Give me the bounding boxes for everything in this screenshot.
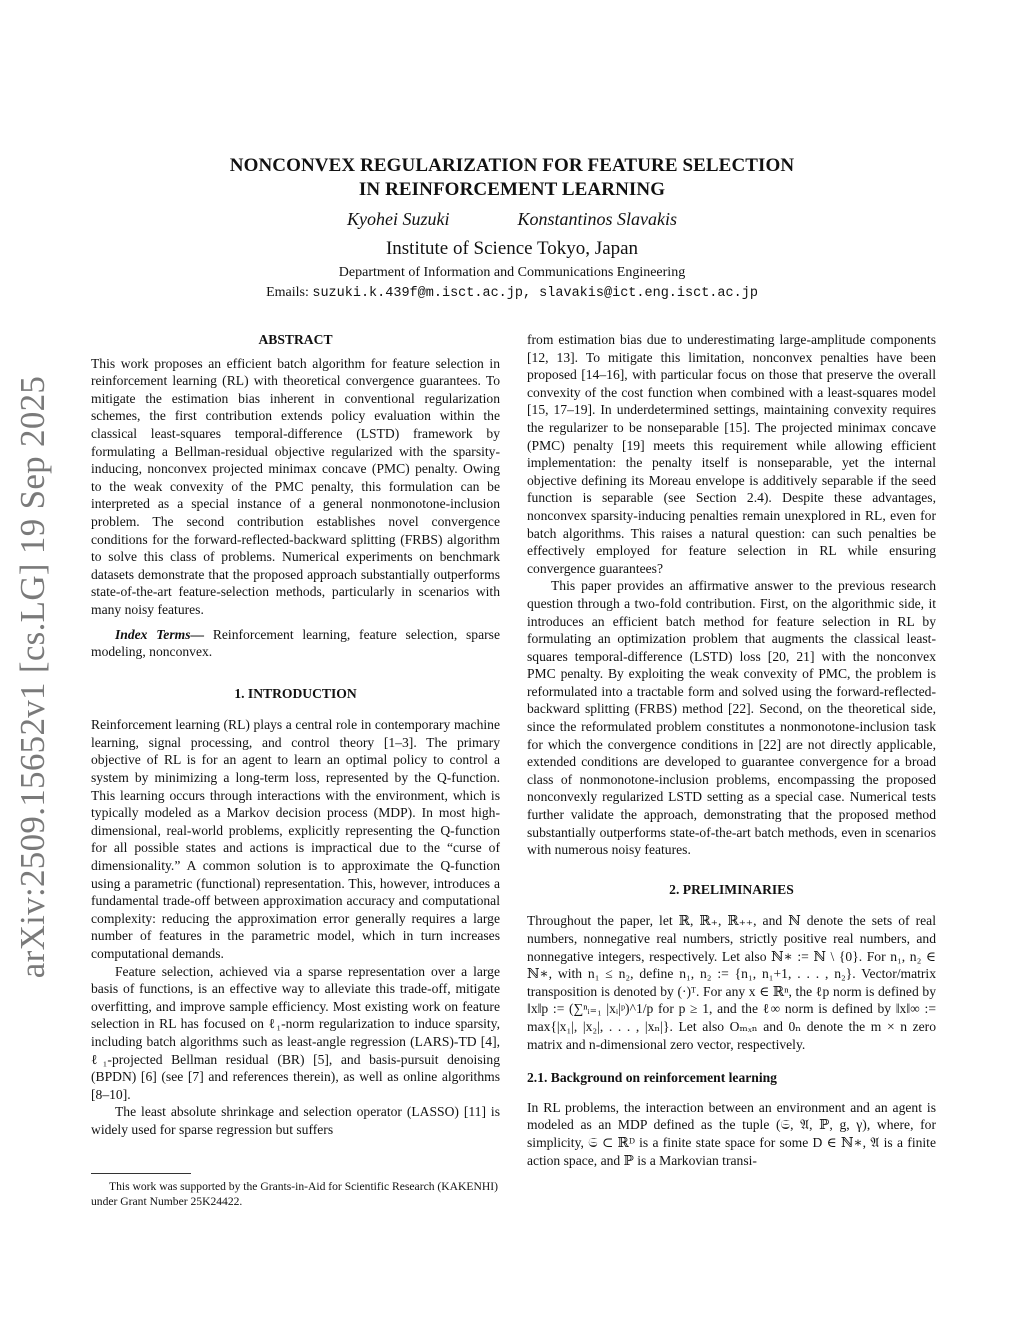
author-list: [150, 209, 874, 230]
index-terms-text: Reinforcement learning, feature selection, sparse modeling, nonconvex.: [91, 626, 500, 660]
paper-title: [150, 154, 874, 202]
emails-prefix: Emails:: [266, 285, 313, 300]
section-2-heading: 2. PRELIMINARIES: [669, 881, 794, 897]
intro-paragraph-3: The least absolute shrinkage and selection operator (LASSO) [11] is widely used for sparse regression but suffers: [91, 1104, 500, 1137]
email-addresses: suzuki.k.439f@m.isct.ac.jp, slavakis@ict.eng.isct.ac.jp: [312, 286, 758, 301]
intro-paragraph-4: from estimation bias due to underestimating large-amplitude components [12, 13]. To mitigate this limitation, nonconvex penalties have been proposed [14–16], with particular focus on those that preserve the overall convexity of the cost function when combined with a least-squares model [15, 17–19]. In underdetermined settings, maintaining convexity requires the regularizer to be nonseparable [15]. The projected minimax concave (PMC) penalty [19] meets this requirement while allowing efficient implementation: the penalty itself is nonseparable, yet the internal objective defining its Moreau envelope is additively separable if the seed function is separable (see Section 2.4). Despite these advantages, nonconvex sparsity-inducing penalties remain unexplored in RL, even for batch algorithms. This raises a natural question: can such penalties be effectively employed for feature selection in RL while ensuring convergence guarantees?: [527, 332, 936, 576]
index-terms-label: Index Terms—: [115, 626, 205, 642]
author-name: Konstantinos Slavakis: [517, 209, 677, 229]
arxiv-identifier-stamp: [8, 372, 58, 982]
author-name: Kyohei Suzuki: [347, 209, 450, 229]
author-emails: [150, 285, 874, 301]
section-1-heading: 1. INTRODUCTION: [234, 685, 357, 701]
abstract-body: This work proposes an efficient batch algorithm for feature selection in reinforcement learning (RL) with theoretical convergence guarantees. To mitigate the estimation bias inherent in conventional regularization schemes, the first contribution extends policy evaluation within the classical least-squares temporal-difference (LSTD) framework by formulating a Bellman-residual objective regularized with the sparsity-inducing, nonconvex projected minimax concave (PMC) penalty. Owing to the weak convexity of the PMC penalty, this formulation can be interpreted as a special instance of a general nonmonotone-inclusion problem. The second contribution establishes novel convergence conditions for the forward-reflected-backward splitting (FRBS) algorithm to solve this class of problems. Numerical experiments on benchmark datasets demonstrate that the proposed approach substantially outperforms state-of-the-art feature-selection methods, particularly in scenarios with many noisy features.: [91, 355, 500, 617]
title-line-1: NONCONVEX REGULARIZATION FOR FEATURE SELECTION: [229, 155, 795, 176]
title-line-2: IN REINFORCEMENT LEARNING: [358, 179, 666, 200]
abstract-heading: ABSTRACT: [258, 332, 333, 347]
affiliation-institute: Institute of Science Tokyo, Japan: [385, 238, 639, 259]
left-column: [91, 331, 500, 1139]
arxiv-identifier-text: arXiv:2509.15652v1 [cs.LG] 19 Sep 2025: [13, 375, 52, 979]
affiliation-department: Department of Information and Communications Engineering: [338, 265, 686, 280]
rl-background-paragraph: In RL problems, the interaction between an environment and an agent is modeled as an MDP defined as the tuple (𝔖, 𝔄, ℙ, g, γ), where, for simplicity, 𝔖 ⊂ ℝᴰ is a finite state space for some D ∈ ℕ∗, 𝔄 is a finite action space, and ℙ is a Markovian transi-: [527, 1099, 936, 1168]
subsection-2-1-heading: 2.1. Background on reinforcement learning: [527, 1070, 777, 1086]
intro-paragraph-2: Feature selection, achieved via a sparse representation over a large basis of functions, is an effective way to alleviate this trade-off, mitigate overfitting, and improve sample efficiency. Most existing work on feature selection in RL has focused on ℓ₁-norm regularization to induce sparsity, including batch algorithms such as least-angle regression (LARS)-TD [4], ℓ₁-projected Bellman residual (BR) [5], and basis-pursuit denoising (BPDN) [6] (see [7] and references therein), as well as online algorithms [8–10].: [91, 963, 500, 1102]
footnote-text: This work was supported by the Grants-in-Aid for Scientific Research (KAKENHI) under Grant Number 25K24422.: [91, 1180, 498, 1208]
footnote-divider: [91, 1173, 191, 1174]
intro-paragraph-5: This paper provides an affirmative answer to the previous research question through a two-fold contribution. First, on the algorithmic side, it introduces an efficient batch method for feature selection in RL by formulating an optimization problem that augments the classical least-squares temporal-difference (LSTD) loss [20, 21] with the nonconvex PMC penalty. By exploiting the weak convexity of PMC, the problem is reformulated into a tractable form and solved using the forward-reflected-backward splitting (FRBS) method [22]. Second, on the theoretical side, since the reformulated problem constitutes a nonmonotone-inclusion task for which the convergence conditions in [22] are not directly applicable, extended conditions are developed to guarantee convergence for a broad class of nonmonotone-inclusion problems, encompassing the proposed nonconvexly regularized LSTD setting as a special case. Numerical tests further validate the approach, demonstrating that the proposed method substantially outperforms state-of-the-art batch methods, even in scenarios with numerous noisy features.: [527, 578, 936, 858]
index-terms: [91, 626, 500, 661]
funding-footnote: [91, 1173, 500, 1209]
intro-paragraph-1: Reinforcement learning (RL) plays a central role in contemporary machine learning, signal processing, and control theory [1–3]. The primary objective of RL is for an agent to learn an optimal policy to control a system by minimizing a long-term loss, represented by the Q-function. This learning occurs through interactions with the environment, which is typically modeled as a Markov decision process (MDP). In most high-dimensional, real-world problems, explicitly representing the Q-function for all possible states and actions is impractical due to the “curse of dimensionality.” A common solution is to approximate the Q-function using a parametric (functional) representation. This, however, introduces a fundamental trade-off between approximation accuracy and computational complexity: reducing the approximation error generally requires a large number of features in the parametric model, which in turn increases computational demands.: [91, 717, 500, 961]
right-column: [527, 331, 936, 1169]
preliminaries-paragraph: Throughout the paper, let ℝ, ℝ₊, ℝ₊₊, and ℕ denote the sets of real numbers, nonnegative real numbers, strictly positive real numbers, and nonnegative integers, respectively. Let also ℕ∗ := ℕ \ {0}. For n₁, n₂ ∈ ℕ∗, with n₁ ≤ n₂, define n₁, n₂ := {n₁, n₁+1, . . . , n₂}. Vector/matrix transposition is denoted by (·)ᵀ. For any x ∈ ℝⁿ, the ℓp norm is defined by ‖x‖p := (∑ⁿᵢ₌₁ |xᵢ|ᵖ)^1/p for p ≥ 1, and the ℓ∞ norm is defined by ‖x‖∞ := max{|x₁|, |x₂|, . . . , |xₙ|}. Let also Oₘₓₙ and 0ₙ denote the m × n zero matrix and n-dimensional zero vector, respectively.: [527, 913, 936, 1052]
